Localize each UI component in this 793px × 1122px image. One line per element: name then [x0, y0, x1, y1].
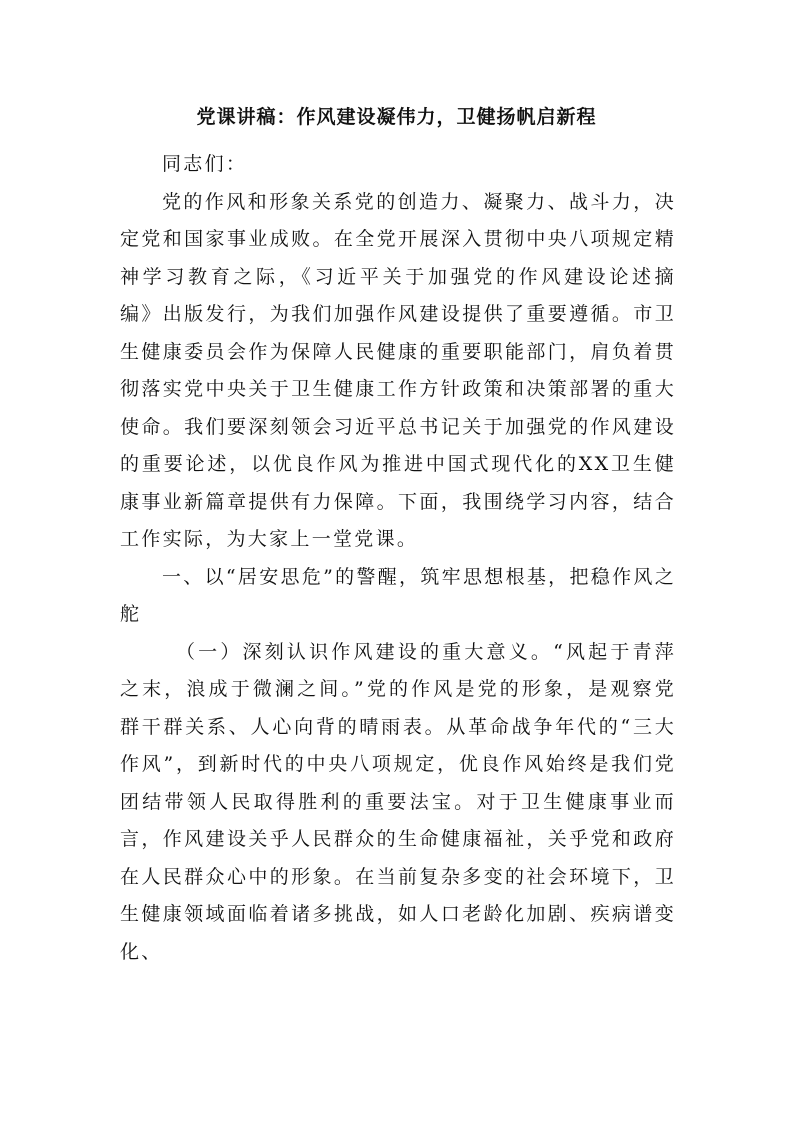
section-heading-1: 一、以“居安思危”的警醒，筑牢思想根基，把稳作风之舵: [120, 565, 676, 625]
document-body: [120, 146, 676, 971]
salutation: 同志们：: [162, 153, 248, 175]
document-title: 党课讲稿：作风建设凝伟力，卫健扬帆启新程: [196, 106, 597, 128]
intro-paragraph: 党的作风和形象关系党的创造力、凝聚力、战斗力，决定党和国家事业成败。在全党开展深入贯彻中央八项规定精神学习教育之际，《习近平关于加强党的作风建设论述摘编》出版发行，为我们加强作风建设提供了重要遵循。市卫生健康委员会作为保障人民健康的重要职能部门，肩负着贯彻落实党中央关于卫生健康工作方针政策和决策部署的重大使命。我们要深刻领会习近平总书记关于加强党的作风建设的重要论述，以优良作风为推进中国式现代化的XX卫生健康事业新篇章提供有力保障。下面，我围绕学习内容，结合工作实际，为大家上一堂党课。: [120, 190, 676, 550]
subsection-paragraph-1: （一）深刻认识作风建设的重大意义。“风起于青萍之末，浪成于微澜之间。”党的作风是党的形象，是观察党群干群关系、人心向背的晴雨表。从革命战争年代的“三大作风”，到新时代的中央八项规定，优良作风始终是我们党团结带领人民取得胜利的重要法宝。对于卫生健康事业而言，作风建设关乎人民群众的生命健康福祉，关乎党和政府在人民群众心中的形象。在当前复杂多变的社会环境下，卫生健康领域面临着诸多挑战，如人口老龄化加剧、疾病谱变化、: [120, 640, 676, 963]
